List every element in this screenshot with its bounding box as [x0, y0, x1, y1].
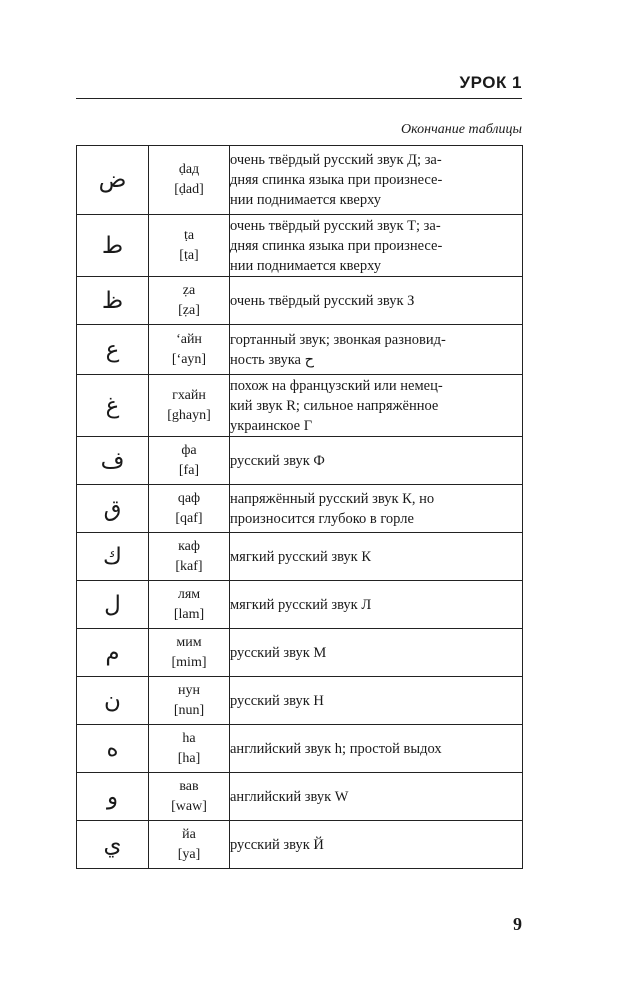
arabic-letter: ط	[77, 215, 149, 277]
letter-transliteration: [ya]	[177, 846, 201, 862]
letter-name-cell	[149, 146, 230, 215]
letter-name-cell	[149, 677, 230, 725]
sound-description-cell	[230, 485, 523, 533]
letter-name: мим	[176, 634, 202, 650]
letter-name: ẓа	[182, 282, 196, 298]
letter-name: ha	[182, 730, 196, 746]
sound-description-line: нии поднимается кверху	[230, 257, 382, 274]
letter-name-cell	[149, 437, 230, 485]
letter-name-cell	[149, 485, 230, 533]
table-row	[77, 146, 523, 215]
arabic-letter: غ	[77, 375, 149, 437]
letter-transliteration: [lam]	[173, 606, 205, 622]
sound-description-line: дняя спинка языка при произнесе-	[230, 237, 443, 254]
letter-name: йа	[182, 826, 196, 842]
table-row	[77, 533, 523, 581]
arabic-letter: ك	[77, 533, 149, 581]
letter-name: qаф	[177, 490, 201, 506]
sound-description-line: русский звук Й	[230, 836, 324, 853]
arabic-letter: ف	[77, 437, 149, 485]
arabic-letter: ظ	[77, 277, 149, 325]
letter-transliteration: [mim]	[171, 654, 207, 670]
sound-description-cell	[230, 773, 523, 821]
sound-description-line: очень твёрдый русский звук Т; за-	[230, 217, 441, 234]
arabic-letter: ع	[77, 325, 149, 375]
letter-transliteration: [nun]	[173, 702, 205, 718]
letter-name: лям	[177, 586, 201, 602]
letter-transliteration: [qaf]	[175, 510, 203, 526]
sound-description-line: русский звук М	[230, 644, 327, 661]
arabic-letter: ل	[77, 581, 149, 629]
letter-name-cell	[149, 325, 230, 375]
letter-name: гхайн	[172, 387, 206, 403]
sound-description-line: русский звук Н	[230, 692, 324, 709]
sound-description-cell	[230, 146, 523, 215]
sound-description-cell	[230, 533, 523, 581]
sound-description-line: дняя спинка языка при произнесе-	[230, 172, 443, 188]
table-continuation-note: Окончание таблицы	[401, 122, 522, 137]
table-row	[77, 485, 523, 533]
letter-transliteration: [ṭa]	[179, 247, 199, 263]
sound-description-cell	[230, 677, 523, 725]
table-row	[77, 215, 523, 277]
letter-name: ‘айн	[176, 331, 202, 347]
sound-description-line: английский звук h; простой выдох	[230, 740, 442, 757]
letter-name: каф	[178, 538, 200, 554]
header-divider	[76, 98, 522, 99]
table-row	[77, 821, 523, 869]
sound-description-cell	[230, 325, 523, 375]
letter-name: ḍад	[178, 162, 200, 177]
sound-description-line: произносится глубоко в горле	[230, 510, 414, 527]
letter-name: нун	[178, 682, 200, 698]
letter-name-cell	[149, 581, 230, 629]
sound-description-line: гортанный звук; звонкая разновид-	[230, 331, 446, 348]
alphabet-table-body	[77, 146, 523, 869]
letter-name-cell	[149, 725, 230, 773]
letter-name-cell	[149, 215, 230, 277]
letter-transliteration: [ghayn]	[167, 407, 211, 423]
letter-transliteration: [ẓa]	[178, 302, 200, 318]
sound-description-line: английский звук W	[230, 788, 349, 805]
arabic-letter: ي	[77, 821, 149, 869]
page-number: 9	[513, 914, 522, 934]
letter-transliteration: [fa]	[178, 462, 200, 478]
arabic-letter: م	[77, 629, 149, 677]
table-row	[77, 677, 523, 725]
letter-name: фа	[181, 442, 197, 458]
sound-description-line: русский звук Ф	[230, 452, 325, 469]
sound-description-cell	[230, 629, 523, 677]
letter-name: вав	[179, 778, 199, 794]
sound-description-line: нии поднимается кверху	[230, 192, 382, 208]
sound-description-cell	[230, 581, 523, 629]
sound-description-line: кий звук R; сильное напряжённое	[230, 397, 439, 414]
table-row	[77, 325, 523, 375]
letter-name-cell	[149, 773, 230, 821]
letter-transliteration: [waw]	[171, 798, 207, 814]
arabic-letter: ن	[77, 677, 149, 725]
sound-description-line: напряжённый русский звук К, но	[230, 490, 435, 507]
table-row	[77, 629, 523, 677]
sound-description-cell	[230, 375, 523, 437]
alphabet-table	[76, 145, 523, 869]
arabic-letter: ق	[77, 485, 149, 533]
table-row	[77, 375, 523, 437]
lesson-title: УРОК 1	[459, 73, 522, 92]
letter-name-cell	[149, 629, 230, 677]
arabic-letter: و	[77, 773, 149, 821]
letter-name-cell	[149, 533, 230, 581]
sound-description-cell	[230, 277, 523, 325]
sound-description-line: очень твёрдый русский звук Д; за-	[230, 152, 442, 168]
letter-name: ṭа	[183, 227, 195, 243]
sound-description-cell	[230, 437, 523, 485]
arabic-letter: ه	[77, 725, 149, 773]
table-row	[77, 725, 523, 773]
table-row	[77, 773, 523, 821]
letter-name-cell	[149, 375, 230, 437]
sound-description-cell	[230, 725, 523, 773]
table-row	[77, 437, 523, 485]
letter-name-cell	[149, 277, 230, 325]
arabic-letter: ض	[77, 146, 149, 215]
sound-description-line: украинское Г	[230, 417, 313, 434]
sound-description-cell	[230, 215, 523, 277]
table-row	[77, 581, 523, 629]
table-row	[77, 277, 523, 325]
letter-name-cell	[149, 821, 230, 869]
letter-transliteration: [kaf]	[175, 558, 203, 574]
letter-transliteration: [ha]	[177, 750, 201, 766]
letter-transliteration: [‘ayn]	[171, 351, 207, 367]
sound-description-line: ность звука ح	[230, 351, 314, 368]
sound-description-line: мягкий русский звук Л	[230, 596, 372, 613]
sound-description-line: мягкий русский звук К	[230, 548, 372, 565]
letter-transliteration: [ḍad]	[174, 182, 204, 197]
sound-description-line: очень твёрдый русский звук З	[230, 292, 415, 309]
sound-description-cell	[230, 821, 523, 869]
sound-description-line: похож на французский или немец-	[230, 377, 443, 394]
